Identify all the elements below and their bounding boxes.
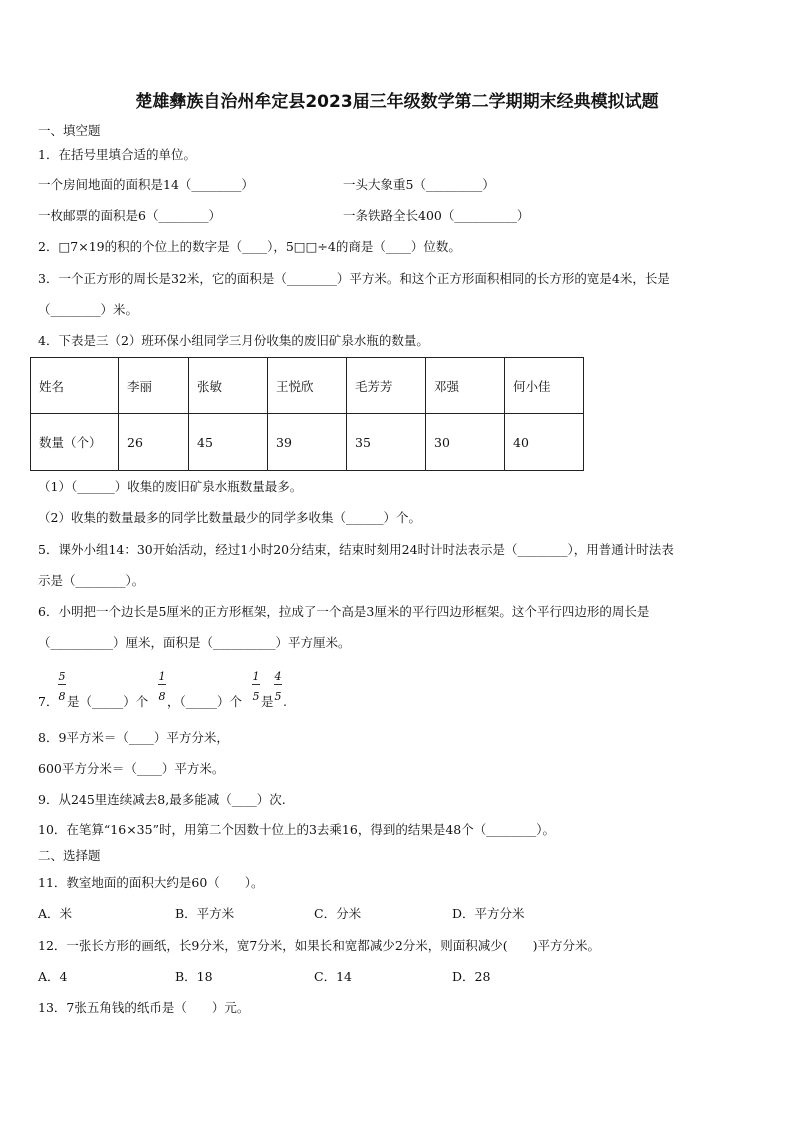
table-cell: 何小佳 [505,358,584,414]
section-multiple-choice: 二、选择题 [38,848,101,863]
q11-option-b: B．平方米 [175,906,235,921]
fraction-bar [252,684,260,685]
table-cell: 30 [426,414,505,471]
q6-line2: （__________）厘米，面积是（__________）平方厘米。 [38,635,351,650]
q1-b: 一头大象重5（_________） [343,177,495,192]
fraction-bar [158,684,166,685]
q7-frac3-num: 1 [252,670,260,683]
q4-sub1: （1）（______）收集的废旧矿泉水瓶数量最多。 [38,479,303,494]
table-cell: 26 [119,414,189,471]
q8-line1: 8．9平方米＝（____）平方分米， [38,730,229,745]
q3-line2: （________）米。 [38,302,139,317]
table-cell: 邓强 [426,358,505,414]
table-cell: 李丽 [119,358,189,414]
table-cell: 45 [189,414,268,471]
table-cell: 毛芳芳 [347,358,426,414]
q11-option-a: A．米 [38,906,73,921]
q9: 9．从245里连续减去8,最多能减（____）次. [38,792,286,807]
q2: 2．□7×19的积的个位上的数字是（____），5□□÷4的商是（____）位数。 [38,239,461,254]
q4-stem: 4．下表是三（2）班环保小组同学三月份收集的废旧矿泉水瓶的数量。 [38,333,429,348]
table-cell: 数量（个） [31,414,119,471]
q12-option-c: C．14 [314,969,352,984]
section-fill-blank: 一、填空题 [38,123,101,138]
q10: 10．在笔算“16×35”时，用第二个因数十位上的3去乘16，得到的结果是48个（________）。 [38,822,555,837]
q7-text2: ，（_____）个 [167,694,243,709]
fraction-bar [274,684,282,685]
q11-stem: 11．教室地面的面积大约是60（ ）。 [38,875,264,890]
table-cell: 39 [268,414,347,471]
q7-frac4-den: 5 [274,690,282,703]
table-cell: 40 [505,414,584,471]
q7-frac1-den: 8 [58,690,66,703]
q12-option-b: B．18 [175,969,213,984]
table-header-row [31,358,584,414]
q11-option-c: C．分米 [314,906,362,921]
q13: 13．7张五角钱的纸币是（ ）元。 [38,1000,250,1015]
q5-line2: 示是（________）。 [38,573,145,588]
q11-option-d: D．平方分米 [452,906,525,921]
q6-line1: 6．小明把一个边长是5厘米的正方形框架，拉成了一个高是3厘米的平行四边形框架。这个平行四边形的周长是 [38,604,650,619]
q12-option-d: D．28 [452,969,491,984]
q1-a: 一个房间地面的面积是14（________） [38,177,254,192]
q12-option-a: A．4 [38,969,68,984]
table-cell: 王悦欣 [268,358,347,414]
table-cell: 姓名 [31,358,119,414]
q8-line2: 600平方分米＝（____）平方米。 [38,761,225,776]
q1-d: 一条铁路全长400（__________） [343,208,530,223]
q7-frac1-num: 5 [58,670,66,683]
q7-end: . [283,694,287,709]
q7-frac4-num: 4 [274,670,282,683]
q7-frac2-den: 8 [158,690,166,703]
table-cell: 张敏 [189,358,268,414]
q5-line1: 5．课外小组14：30开始活动，经过1小时20分结束，结束时刻用24时计时法表示是（________），用普通计时法表 [38,542,674,557]
q7-text1: 是（_____）个 [67,694,149,709]
page-title: 楚雄彝族自治州牟定县2023届三年级数学第二学期期末经典模拟试题 [135,92,659,112]
q7-number: 7． [38,694,59,709]
q1-stem: 1．在括号里填合适的单位。 [38,147,196,162]
q12-stem: 12．一张长方形的画纸，长9分米，宽7分米，如果长和宽都减少2分米，则面积减少( )平方分米。 [38,938,601,953]
q7-frac2-num: 1 [158,670,166,683]
bottle-count-table [30,357,584,471]
q7-frac3-den: 5 [252,690,260,703]
fraction-bar [58,684,66,685]
q7-text3: 是 [261,694,274,709]
q4-sub2: （2）收集的数量最多的同学比数量最少的同学多收集（______）个。 [38,510,421,525]
table-cell: 35 [347,414,426,471]
q1-c: 一枚邮票的面积是6（________） [38,208,221,223]
q3-line1: 3．一个正方形的周长是32米，它的面积是（________）平方米。和这个正方形面积相同的长方形的宽是4米，长是 [38,271,670,286]
table-count-row [31,414,584,471]
